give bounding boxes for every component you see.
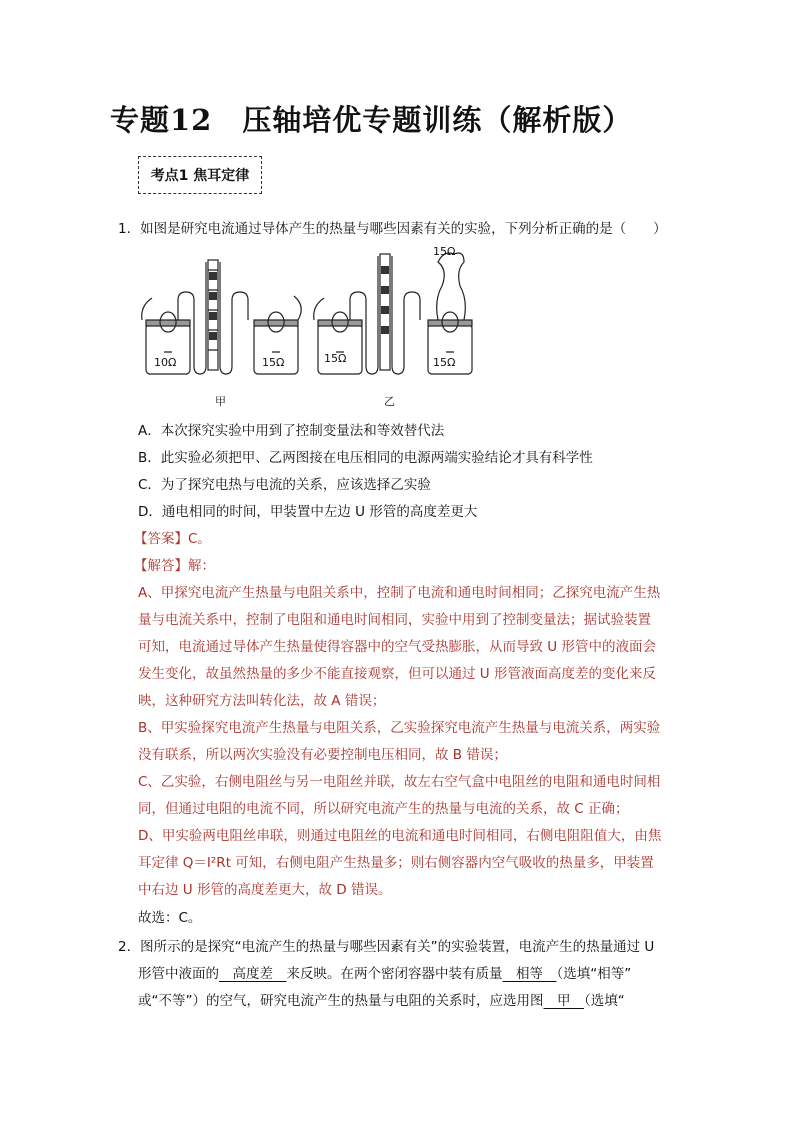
analysis-line: 发生变化，故虽然热量的多少不能直接观察，但可以通过 U 形管液面高度差的变化来反 bbox=[138, 666, 656, 682]
analysis-line: 同，但通过电阻的电流不同，所以研究电流产生的热量与电流的关系，故 C 正确； bbox=[138, 801, 629, 817]
topic-box: 考点1 焦耳定律 bbox=[138, 156, 262, 194]
option-d: D．通电相同的时间，甲装置中左边 U 形管的高度差更大 bbox=[138, 504, 478, 520]
analysis-line: B、甲实验探究电流产生热量与电阻关系，乙实验探究电流产生热量与电流关系，两实验 bbox=[138, 720, 661, 736]
analysis-line: D、甲实验两电阻丝串联，则通过电阻丝的电流和通电时间相同，右侧电阻阻值大，由焦 bbox=[138, 828, 662, 844]
external-resistor-15 bbox=[437, 253, 466, 320]
q2-text: （选填“相等” bbox=[556, 966, 632, 982]
analysis-tag: 【解答】解： bbox=[134, 558, 215, 574]
label-15ohm-b: 15Ω bbox=[324, 352, 347, 365]
q2-line3 bbox=[138, 989, 625, 1009]
q2-text: （选填“ bbox=[584, 993, 625, 1009]
q1-stem: 1．如图是研究电流通过导体产生的热量与哪些因素有关的实验，下列分析正确的是（ ） bbox=[118, 221, 667, 237]
q2-text: 来反映。在两个密闭容器中装有质量 bbox=[286, 966, 503, 982]
analysis-line: C、乙实验，右侧电阻丝与另一电阻丝并联，故左右空气盒中电阻丝的电阻和通电时间相 bbox=[138, 774, 661, 790]
analysis-line: 量与电流关系中，控制了电阻和通电时间相同，实验中用到了控制变量法；据试验装置 bbox=[138, 612, 651, 628]
q2-blank-3: 甲 bbox=[543, 993, 584, 1009]
bulb-right-15a bbox=[268, 312, 284, 352]
option-b: B．此实验必须把甲、乙两图接在电压相同的电源两端实验结论才具有科学性 bbox=[138, 450, 593, 466]
lid-left-10 bbox=[146, 320, 190, 326]
u-tube-right bbox=[220, 262, 248, 374]
conclusion-line: 故选：C。 bbox=[138, 910, 202, 926]
page-title: 专题12 压轴培优专题训练（解析版） bbox=[110, 103, 633, 137]
label-15ohm-a: 15Ω bbox=[262, 356, 285, 369]
bulb-left-10 bbox=[160, 312, 176, 352]
q2-text: 或“不等”）的空气，研究电流产生的热量与电阻的关系时，应选用图 bbox=[138, 993, 544, 1009]
analysis-line: 中右边 U 形管的高度差更大，故 D 错误。 bbox=[138, 882, 392, 898]
caption-jia: 甲 bbox=[215, 395, 226, 408]
q2-blank-1: 高度差 bbox=[219, 966, 287, 982]
lid-right-15a bbox=[254, 320, 298, 326]
q2-line1: 2．图所示的是探究“电流产生的热量与哪些因素有关”的实验装置，电流产生的热量通过 U bbox=[118, 939, 655, 955]
q2-text: 形管中液面的 bbox=[138, 966, 219, 982]
analysis-label bbox=[134, 554, 215, 574]
caption-yi: 乙 bbox=[384, 395, 395, 408]
label-15ohm-d: 15Ω bbox=[433, 245, 456, 258]
analysis-line: 可知，电流通过导体产生热量使得容器中的空气受热膨胀，从而导致 U 形管中的液面会 bbox=[138, 639, 656, 655]
q2-line2 bbox=[138, 962, 631, 982]
q2-blank-2: 相等 bbox=[502, 966, 557, 982]
analysis-line: 映，这种研究方法叫转化法，故 A 错误； bbox=[138, 693, 386, 709]
u-tube-left bbox=[178, 262, 206, 374]
experiment-figure bbox=[138, 240, 478, 410]
analysis-line: 耳定律 Q＝I²Rt 可知，右侧电阻产生热量多；则右侧容器内空气吸收的热量多，甲装置 bbox=[138, 855, 654, 871]
analysis-line: A、甲探究电流产生热量与电阻关系中，控制了电流和通电时间相同；乙探究电流产生热 bbox=[138, 585, 661, 601]
analysis-line: 没有联系，所以两次实验没有必要控制电压相同，故 B 错误； bbox=[138, 747, 507, 763]
wire-left-b bbox=[294, 296, 301, 320]
wire-left-a bbox=[142, 298, 152, 320]
option-c: C．为了探究电热与电流的关系，应该选择乙实验 bbox=[138, 477, 431, 493]
label-15ohm-c: 15Ω bbox=[433, 356, 456, 369]
option-a: A．本次探究实验中用到了控制变量法和等效替代法 bbox=[138, 423, 445, 439]
label-10ohm: 10Ω bbox=[154, 356, 177, 369]
answer-line: 【答案】C。 bbox=[134, 531, 211, 547]
